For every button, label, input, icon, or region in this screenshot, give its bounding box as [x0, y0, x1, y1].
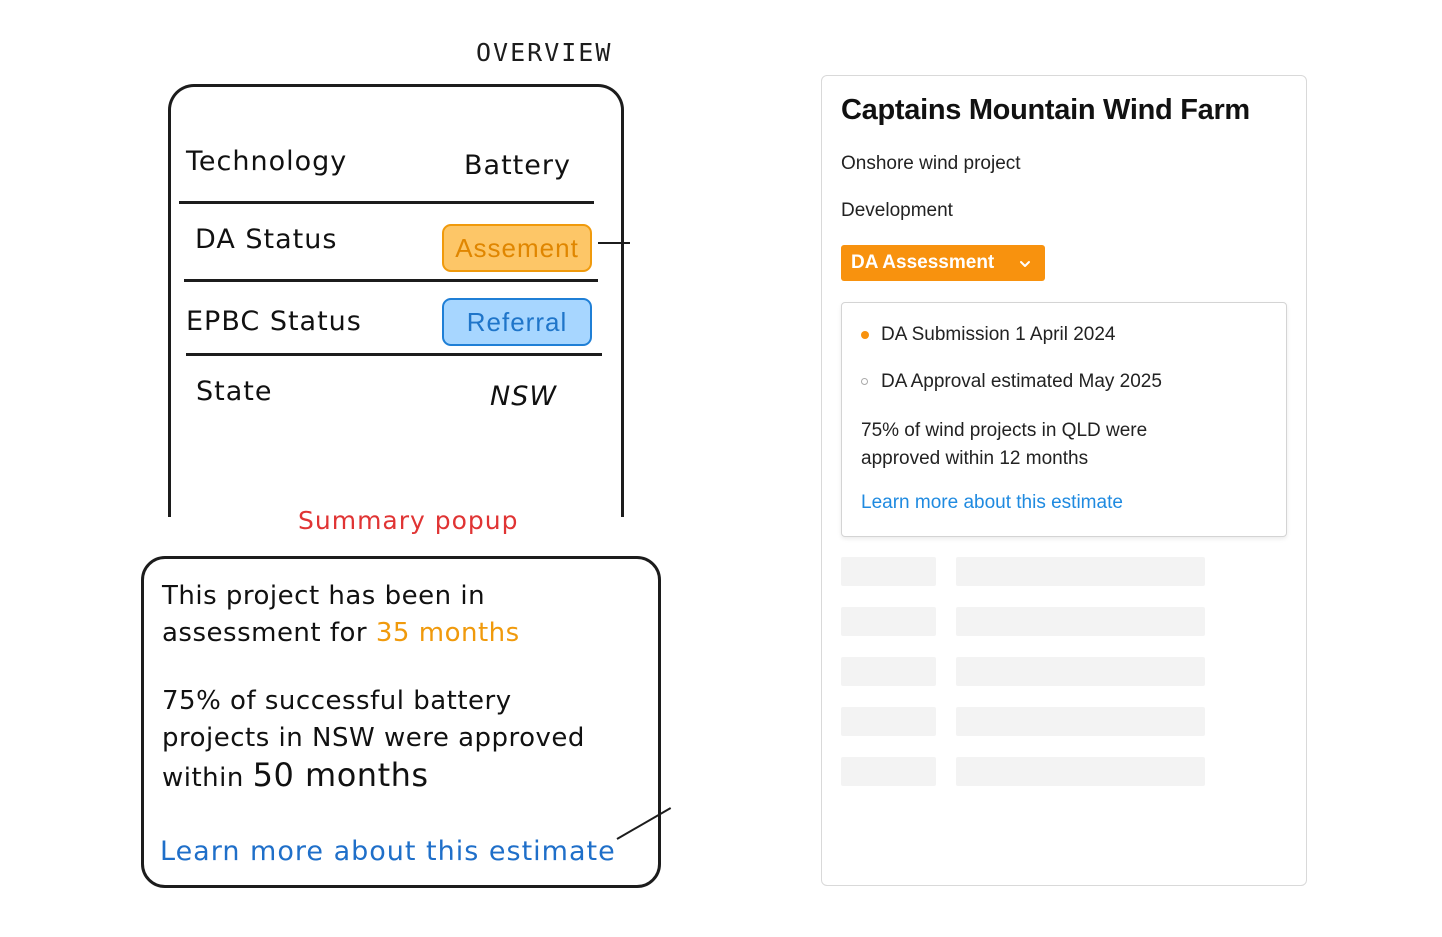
skeleton-value	[956, 607, 1205, 636]
summary-line-3: 75% of successful battery	[162, 686, 512, 716]
summary-line-5	[162, 757, 429, 797]
skeleton-label	[841, 707, 936, 736]
da-status-label: DA Status	[195, 224, 338, 255]
summary-line-2	[162, 615, 520, 652]
skeleton-label	[841, 657, 936, 686]
skeleton-label	[841, 607, 936, 636]
skeleton-value	[956, 757, 1205, 786]
summary-learn-more-link[interactable]: Learn more about this estimate	[160, 836, 616, 867]
timeline-item-approval: DA Approval estimated May 2025	[881, 371, 1162, 392]
status-button-label: DA Assessment	[851, 252, 995, 273]
skeleton-value	[956, 557, 1205, 586]
da-status-dropdown-button[interactable]	[841, 245, 1045, 281]
state-value: NSW	[490, 381, 558, 412]
technology-label: Technology	[186, 146, 348, 177]
technology-value: Battery	[464, 150, 571, 181]
filled-dot-icon	[861, 331, 869, 339]
connector-line	[598, 242, 630, 244]
row-divider	[179, 201, 594, 204]
approval-duration: 50 months	[252, 756, 429, 794]
project-stage: Development	[841, 200, 953, 221]
hollow-dot-icon	[861, 378, 868, 385]
epbc-status-pill[interactable]: Referral	[442, 298, 592, 346]
state-label: State	[196, 376, 273, 407]
timeline-item-submission: DA Submission 1 April 2024	[881, 324, 1116, 345]
chevron-down-icon	[1019, 245, 1031, 281]
approval-statistic: 75% of wind projects in QLD were approved within 12 months	[861, 420, 1148, 469]
da-status-pill[interactable]: Assement	[442, 224, 592, 272]
skeleton-value	[956, 657, 1205, 686]
epbc-status-label: EPBC Status	[186, 306, 362, 337]
overview-heading: OVERVIEW	[476, 38, 613, 67]
summary-heading: Summary popup	[298, 506, 519, 535]
assessment-duration: 35 months	[375, 618, 520, 648]
skeleton-value	[956, 707, 1205, 736]
skeleton-label	[841, 557, 936, 586]
row-divider	[184, 279, 598, 282]
summary-line-4: projects in NSW were approved	[162, 723, 585, 753]
summary-line-1: This project has been in	[162, 581, 486, 611]
summary-line-5-prefix: within	[162, 763, 244, 793]
summary-line-2-prefix: assessment for	[162, 618, 368, 648]
learn-more-link[interactable]: Learn more about this estimate	[861, 492, 1123, 513]
project-title: Captains Mountain Wind Farm	[841, 94, 1250, 126]
project-type: Onshore wind project	[841, 153, 1021, 174]
row-divider	[186, 353, 602, 356]
skeleton-label	[841, 757, 936, 786]
